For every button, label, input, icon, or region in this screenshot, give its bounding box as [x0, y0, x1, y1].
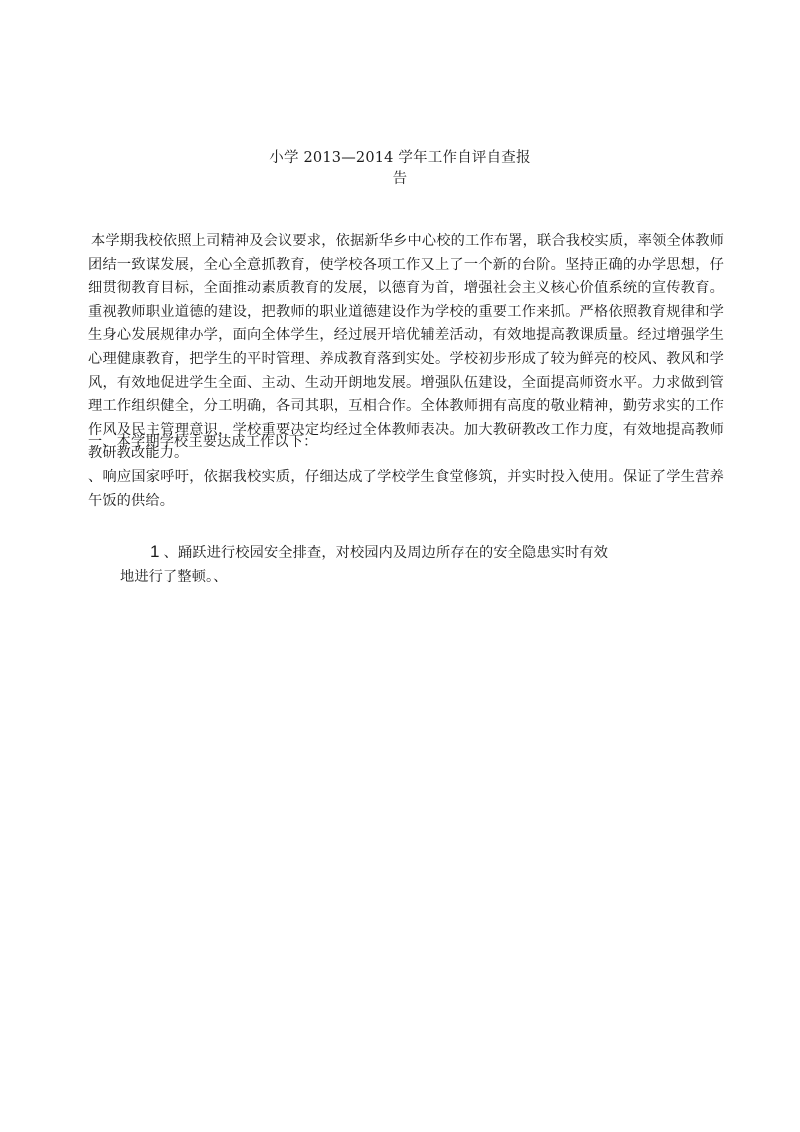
intro-paragraph-text: 本学期我校依照上司精神及会议要求，依据新华乡中心校的工作布署，联合我校实质，率领全体教师团结一致谋发展，全心全意抓教育，使学校各项工作又上了一个新的台阶。坚持正确的办学思想，仔细贯彻教育目标，全面推动素质教育的发展，以德育为首，增强社会主义核心价值系统的宣传教育。重视教师职业道德的建设，把教师的职业道德建设作为学校的重要工作来抓。严格依照教育规律和学生身心发展规律办学，面向全体学生，经过展开培优辅差活动，有效地提高教课质量。经过增强学生心理健康教育，把学生的平时管理、养成教育落到实处。学校初步形成了较为鲜亮的校风、教风和学风，有效地促进学生全面、主动、生动开朗地发展。增强队伍建设，全面提高师资水平。力求做到管理工作组织健全，分工明确，各司其职，互相合作。全体教师拥有高度的敬业精神，勤劳求实的工作作风及民主管理意识，学校重要决定均经过全体教师表决。加大教研教改工作力度，有效地提高教师教研教改能力。 [88, 233, 724, 462]
list-item-safety [120, 540, 680, 589]
title-line-2: 告 [392, 171, 408, 187]
list-item-safety-text: 、踊跃进行校园安全排查，对校园内及周边所存在的安全隐患实时有效 [163, 545, 609, 561]
title-line-1: 小学 2013—2014 学年工作自评自查报 [269, 150, 531, 166]
list-item-safety-line-2: 地进行了整顿。、 [120, 569, 228, 585]
list-item-number: 1 [150, 542, 160, 561]
list-item-canteen: 、响应国家呼吁，依据我校实质，仔细达成了学校学生食堂修筑，并实时投入使用。保证了学生营养午饭的供给。 [88, 469, 724, 509]
list-item-safety-line-1 [120, 540, 680, 565]
document-title [0, 148, 800, 190]
section-heading: 一、本学期学校主要达成工作以下： [88, 434, 318, 450]
